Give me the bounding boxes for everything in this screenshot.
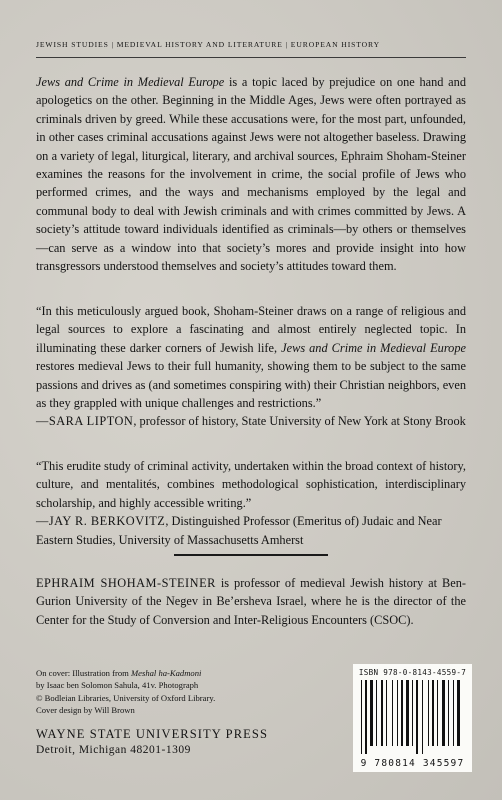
barcode-bar — [457, 680, 460, 746]
barcode-bar — [422, 680, 423, 754]
book-description — [36, 73, 466, 275]
publisher-address: Detroit, Michigan 48201-1309 — [36, 744, 191, 756]
credit-line-3: © Bodleian Libraries, University of Oxford Library. — [36, 692, 216, 703]
endorser-title: , Distinguished Professor (Emeritus of) Judaic and Near Eastern Studies, University of Massachusetts Amherst — [36, 514, 442, 547]
barcode-bar — [381, 680, 383, 746]
barcode-bars — [359, 680, 466, 754]
barcode-bar — [416, 680, 418, 754]
top-rule — [36, 57, 466, 58]
barcode-bar — [392, 680, 393, 746]
author-bio — [36, 574, 466, 629]
barcode-bar — [453, 680, 454, 746]
credit-line-4: Cover design by Will Brown — [36, 704, 135, 715]
barcode-bar — [376, 680, 377, 746]
cover-credits — [36, 667, 266, 716]
isbn-barcode — [353, 664, 472, 772]
quote-text-part2: restores medieval Jews to their full humanity, showing them to be subject to the same passions and drives as (and sometimes conspiring with) their Christian neighbors, even as they grappled with unique challenges and restrictions.” — [36, 359, 466, 411]
barcode-bar — [370, 680, 373, 746]
credit-source-title: Meshal ha-Kadmoni — [131, 668, 202, 678]
barcode-bar — [386, 680, 387, 746]
barcode-bar — [432, 680, 434, 746]
barcode-digits: 9 780814 345597 — [360, 758, 465, 769]
author-bio-text: is professor of medieval Jewish history at Ben-Gurion University of the Negev in Be’ersheva Israel, where he is the director of the Center for the Study of Conversion and Inter-Religious Encounters (CSOC). — [36, 576, 467, 627]
section-divider — [174, 554, 328, 556]
barcode-bar — [428, 680, 429, 746]
barcode-bar — [361, 680, 362, 754]
barcode-bar — [437, 680, 438, 746]
endorser-name: —SARA LIPTON — [36, 414, 134, 429]
quote-attribution — [36, 512, 466, 549]
endorsement-berkovitz — [36, 457, 466, 549]
credit-line-2: by Isaac ben Solomon Sahula, 41v. Photograph — [36, 680, 199, 691]
credit-line-1: On cover: Illustration from — [36, 668, 131, 678]
endorsement-lipton — [36, 302, 466, 431]
barcode-bar — [397, 680, 398, 746]
barcode-bar — [406, 680, 409, 746]
subject-categories: JEWISH STUDIES | MEDIEVAL HISTORY AND LITERATURE | EUROPEAN HISTORY — [36, 40, 380, 49]
description-body: is a topic laced by prejudice on one hand and apologetics on the other. Beginning in the Middle Ages, Jews were often portrayed as criminals driven by greed. While these accusations were, for the most part, unfounded, in other cases criminal accusations against Jews were not altogether baseless. Drawing on a variety of legal, liturgical, literary, and archival sources, Ephraim Shoham-Steiner examines the reasons for the involvement in crime, the social profile of Jews who performed crimes, and the ways and mechanisms employed by the legal and communal body to deal with Jewish criminals and with crimes committed by Jews. A society’s attitude toward individuals identified as criminals—by others or themselves—can serve as a window into that society’s mores and provide insight into how transgressors understood themselves and society’s attitudes toward them. — [36, 75, 467, 274]
quote-book-title: Jews and Crime in Medieval Europe — [281, 340, 467, 355]
barcode-bar — [365, 680, 367, 754]
barcode-bar — [412, 680, 413, 746]
description-book-title: Jews and Crime in Medieval Europe — [36, 75, 225, 89]
quote-attribution — [36, 412, 466, 430]
isbn-label: ISBN 978-0-8143-4559-7 — [358, 668, 467, 677]
barcode-bar — [448, 680, 449, 746]
publisher-name: WAYNE STATE UNIVERSITY PRESS — [36, 727, 269, 741]
barcode-bar — [442, 680, 445, 746]
quote-text-part1: “In this meticulously argued book, Shoham-Steiner draws on a range of religious and legal sources to explore a fascinating and almost entirely neglected topic. In illuminating these darker corners of Jewish life, — [36, 304, 466, 355]
endorser-name: —JAY R. BERKOVITZ — [36, 514, 166, 529]
barcode-bar — [401, 680, 403, 746]
quote-text: “This erudite study of criminal activity, undertaken within the broad context of history, culture, and mentalités, combines methodological sophistication, interdisciplinary scholarship, and highly accessible writing.” — [36, 459, 466, 510]
author-name: EPHRAIM SHOHAM-STEINER — [36, 576, 216, 590]
endorser-title: , professor of history, State University of New York at Stony Brook — [133, 414, 466, 429]
